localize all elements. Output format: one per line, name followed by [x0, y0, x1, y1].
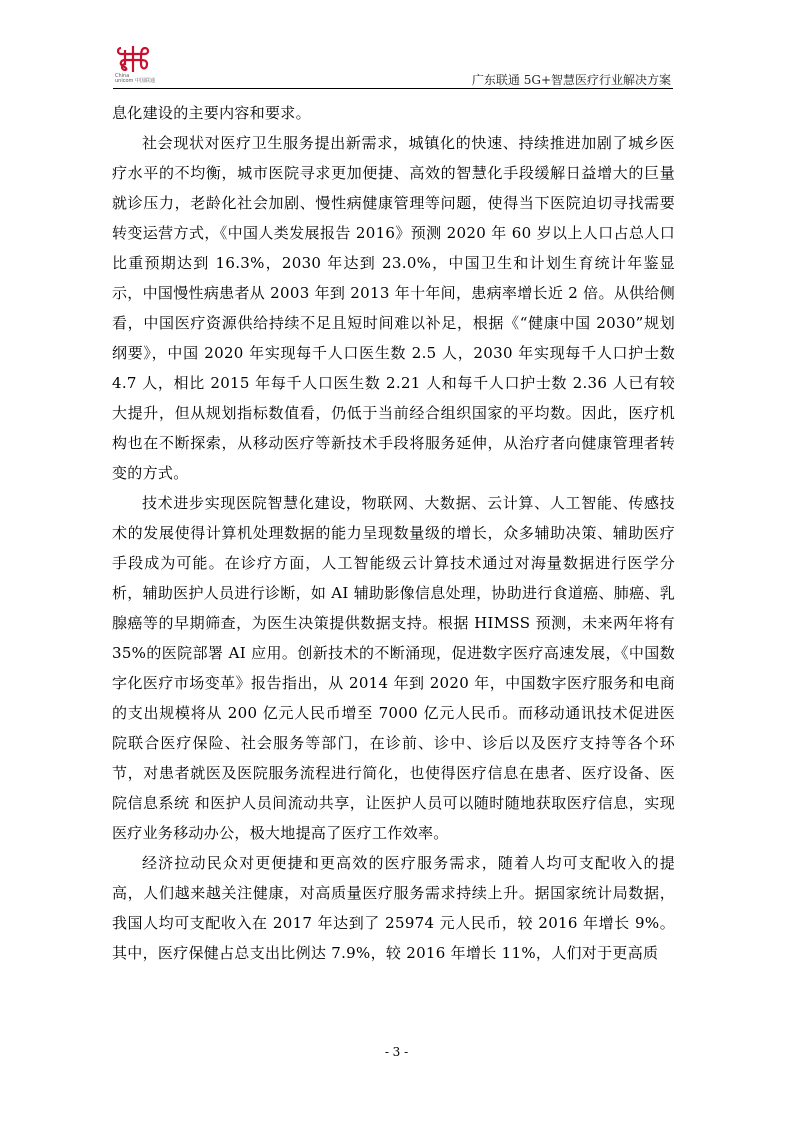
china-unicom-logo [113, 44, 173, 86]
paragraph-technology: 技术进步实现医院智慧化建设，物联网、大数据、云计算、人工智能、传感技术的发展使得计算机处理数据的能力呈现数量级的增长，众多辅助决策、辅助医疗手段成为可能。在诊疗方面，人工智能级云计算技术通过对海量数据进行医学分析，辅助医护人员进行诊断，如 AI 辅助影像信息处理，协助进行食道癌、肺癌、乳腺癌等的早期筛查，为医生决策提供数据支持。根据 HIMSS 预测，未来两年将有 35%的医院部署 AI 应用。创新技术的不断涌现，促进数字医疗高速发展，《中国数字化医疗市场变革》报告指出，从 2014 年到 2020 年，中国数字医疗服务和电商的支出规模将从 200 亿元人民币增至 7000 亿元人民币。而移动通讯技术促进医院联合医疗保险、社会服务等部门，在诊前、诊中、诊后以及医疗支持等各个环节，对患者就医及医院服务流程进行简化，也使得医疗信息在患者、医疗设备、医院信息系统 和医护人员间流动共享，让医护人员可以随时随地获取医疗信息，实现医疗业务移动办公，极大地提高了医疗工作效率。 [112, 494, 675, 842]
document-title: 广东联通 5G+智慧医疗行业解决方案 [471, 73, 671, 87]
logo-text [115, 74, 155, 84]
unicom-knot-icon [113, 44, 153, 74]
paragraph-social-status: 社会现状对医疗卫生服务提出新需求，城镇化的快速、持续推进加剧了城乡医疗水平的不均衡，城市医院寻求更加便捷、高效的智慧化手段缓解日益增大的巨量就诊压力，老龄化社会加剧、慢性病健康管理等问题，使得当下医院迫切寻找需要转变运营方式，《中国人类发展报告 2016》预测 2020 年 60 岁以上人口占总人口比重预期达到 16.3%，2030 年达到 23.0%，中国卫生和计划生育统计年鉴显示，中国慢性病患者从 2003 年到 2013 年十年间，患病率增长近 2 倍。从供给侧看，中国医疗资源供给持续不足且短时间难以补足，根据《“健康中国 2030”规划纲要》，中国 2020 年实现每千人口医生数 2.5 人，2030 年实现每千人口护士数 4.7 人，相比 2015 年每千人口医生数 2.21 人和每千人口护士数 2.36 人已有较大提升，但从规划指标数值看，仍低于当前经合组织国家的平均数。因此，医疗机构也在不断探索，从移动医疗等新技术手段将服务延伸，从治疗者向健康管理者转变的方式。 [112, 134, 675, 482]
paragraph-economy: 经济拉动民众对更便捷和更高效的医疗服务需求，随着人均可支配收入的提高，人们越来越关注健康，对高质量医疗服务需求持续上升。据国家统计局数据，我国人均可支配收入在 2017 年达到了 25974 元人民币，较 2016 年增长 9%。其中，医疗保健占总支出比例达 7.9%，较 2016 年增长 11%，人们对于更高质 [112, 854, 675, 962]
logo-text-line1: China [115, 73, 130, 79]
header-divider [113, 88, 673, 89]
page-header [113, 44, 673, 89]
body-text [112, 98, 675, 968]
logo-text-line2: unicom 中国联通 [115, 78, 155, 84]
page-number: - 3 - [384, 1045, 409, 1059]
paragraph-continuation: 息化建设的主要内容和要求。 [112, 104, 311, 122]
